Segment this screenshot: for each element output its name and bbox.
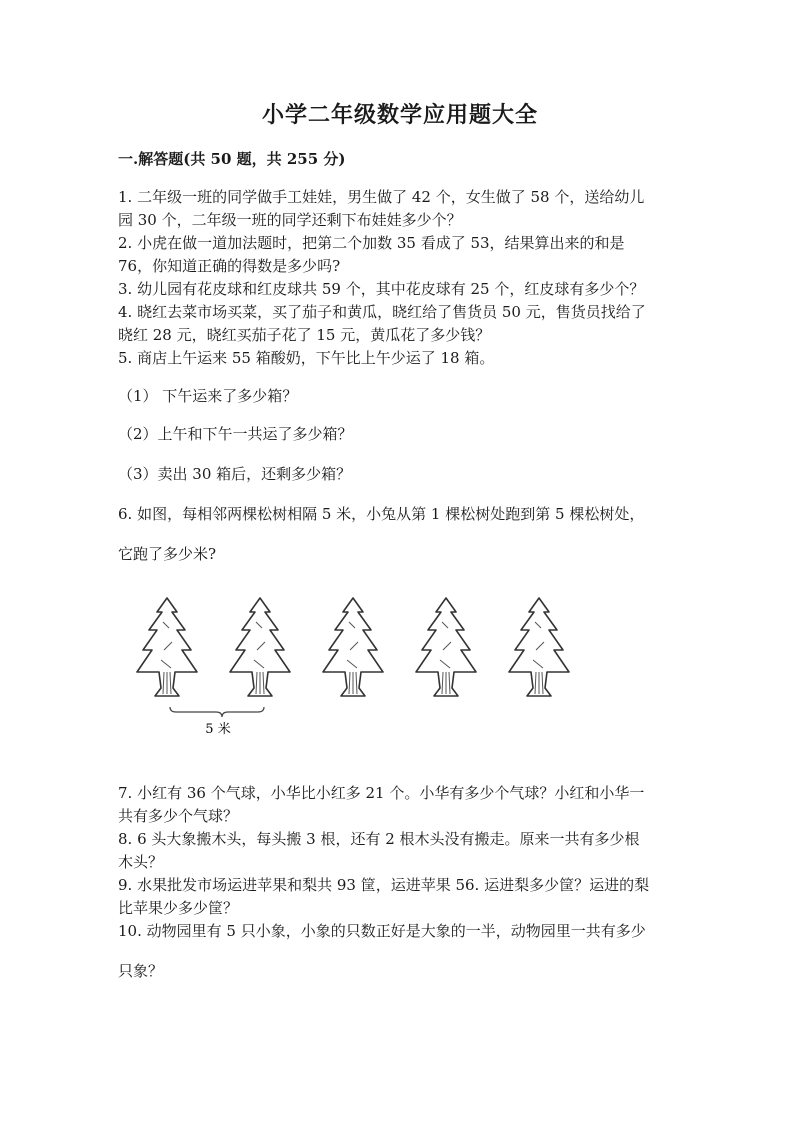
problem-line: 比苹果少多少筐？ — [118, 899, 239, 917]
problem-line: 7. 小红有 36 个气球，小华比小红多 21 个。小华有多少个气球？小红和小华一 — [118, 784, 645, 802]
problem-line: 园 30 个，二年级一班的同学还剩下布娃娃多少个？ — [118, 211, 462, 229]
page-title: 小学二年级数学应用题大全 — [261, 102, 538, 128]
problem-line: 9. 水果批发市场运进苹果和梨共 93 筐，运进苹果 56. 运进梨多少筐？运进的梨 — [118, 876, 650, 894]
problem-line: 5. 商店上午运来 55 箱酸奶，下午比上午少运了 18 箱。 — [118, 349, 495, 367]
sub-question: （2）上午和下午一共运了多少箱？ — [118, 425, 353, 443]
problem-line: 它跑了多少米? — [118, 545, 217, 563]
pine-tree-illustration — [122, 590, 582, 740]
problem-line: 6. 如图，每相邻两棵松树相隔 5 米，小兔从第 1 棵松树处跑到第 5 棵松树处， — [118, 505, 645, 523]
distance-brace — [170, 707, 264, 717]
problem-line: 木头？ — [118, 853, 164, 871]
problem-line: 76，你知道正确的得数是多少吗? — [118, 257, 341, 275]
problem-line: 8. 6 头大象搬木头，每头搬 3 根，还有 2 根木头没有搬走。原来一共有多少根 — [118, 830, 640, 848]
problem-line: 2. 小虎在做一道加法题时，把第二个加数 35 看成了 53，结果算出来的和是 — [118, 234, 625, 252]
problem-line: 只象？ — [118, 962, 164, 980]
sub-question: （1） 下午运来了多少箱？ — [118, 387, 298, 405]
section-heading: 一.解答题(共 50 题，共 255 分) — [118, 150, 346, 168]
problem-line: 共有多少个气球？ — [118, 807, 239, 825]
problem-line: 3. 幼儿园有花皮球和红皮球共 59 个，其中花皮球有 25 个，红皮球有多少个？ — [118, 280, 645, 298]
problem-line: 4. 晓红去菜市场买菜，买了茄子和黄瓜，晓红给了售货员 50 元，售货员找给了 — [118, 303, 646, 321]
problem-line: 10. 动物园里有 5 只小象，小象的只数正好是大象的一半，动物园里一共有多少 — [118, 922, 646, 940]
problem-line: 1. 二年级一班的同学做手工娃娃，男生做了 42 个，女生做了 58 个，送给幼儿 — [118, 188, 645, 206]
sub-question: （3）卖出 30 箱后，还剩多少箱？ — [118, 465, 352, 483]
problem-line: 晓红 28 元，晓红买茄子花了 15 元，黄瓜花了多少钱？ — [118, 326, 491, 344]
distance-label: 5 米 — [205, 722, 231, 737]
pine-tree-figure — [122, 590, 582, 740]
